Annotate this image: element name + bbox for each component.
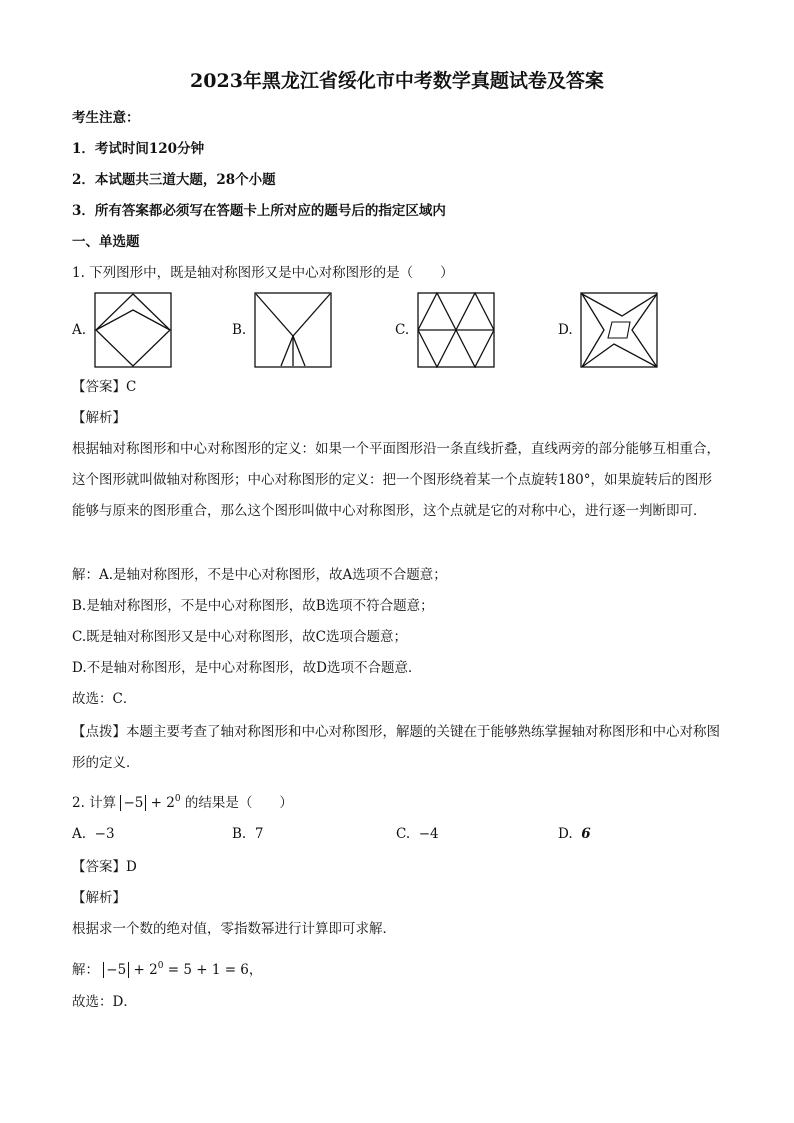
q2-option-a: [72, 826, 115, 842]
square-diamond-figure: [94, 292, 172, 368]
q1-analysis: 根据轴对称图形和中心对称图形的定义：如果一个平面图形沿一条直线折叠，直线两旁的部分能够互相重合，这个图形就叫做轴对称图形；中心对称图形的定义：把一个图形绕着某一个点旋转180°，如果旋转后的图形能够与原来的图形重合，那么这个图形叫做中心对称图形，这个点就是它的对称中心，进行逐一判断即可．: [72, 441, 720, 519]
option-label: B.: [232, 826, 247, 842]
option-label: A.: [72, 322, 87, 338]
option-label: A.: [72, 826, 87, 842]
q2-analysis: 根据求一个数的绝对值，零指数幂进行计算即可求解．: [72, 921, 396, 937]
q2-analysis-label: 【解析】: [72, 890, 126, 906]
page-title: 2023年黑龙江省绥化市中考数学真题试卷及答案: [190, 70, 604, 92]
q1-stem: 1. 下列图形中，既是轴对称图形又是中心对称图形的是（ ）: [72, 265, 454, 281]
absolute-value: −5: [120, 795, 146, 811]
q2-answer: 【答案】D: [72, 859, 137, 875]
notice-item-1: 1．考试时间120分钟: [72, 141, 205, 157]
q1-solution-b: B.是轴对称图形，不是中心对称图形，故B选项不符合题意；: [72, 598, 434, 614]
solution-prefix: 解：: [72, 962, 99, 978]
section-heading: 一、单选题: [72, 234, 140, 250]
absolute-value: −5: [103, 962, 129, 978]
q1-choose: 故选：C．: [72, 691, 137, 707]
q1-analysis-label: 【解析】: [72, 410, 126, 426]
solution-result: = 5 + 1 = 6，: [163, 962, 263, 978]
q2-stem-suffix: 的结果是（ ）: [184, 795, 293, 811]
q2-stem: [72, 790, 293, 812]
q1-solution-c: C.既是轴对称图形又是中心对称图形，故C选项合题意；: [72, 629, 407, 645]
square-fold-figure: [254, 292, 332, 368]
option-label: B.: [232, 322, 247, 338]
q1-solution-a: 解：A.是轴对称图形，不是中心对称图形，故A选项不合题意；: [72, 567, 447, 583]
triangle-grid-figure: [417, 292, 495, 368]
option-label: C.: [396, 826, 411, 842]
notice-item-3: 3．所有答案都必须写在答题卡上所对应的题号后的指定区域内: [72, 203, 446, 219]
notice-heading: 考生注意：: [72, 110, 140, 126]
q1-answer: 【答案】C: [72, 379, 137, 395]
q1-tip: 【点拨】本题主要考查了轴对称图形和中心对称图形，解题的关键在于能够熟练掌握轴对称图形和中心对称图形的定义．: [72, 724, 720, 771]
q1-solution-d: D.不是轴对称图形，是中心对称图形，故D选项不合题意．: [72, 660, 422, 676]
option-label: D.: [558, 322, 573, 338]
q2-solution: [72, 957, 262, 979]
option-label: D.: [558, 826, 573, 842]
q2-choose: 故选：D．: [72, 994, 137, 1010]
exponent: 0: [157, 961, 164, 971]
option-value: 6: [581, 826, 591, 842]
plus-term: + 2: [133, 962, 158, 978]
q2-option-b: [232, 826, 263, 842]
option-label: C.: [395, 322, 410, 338]
option-value: 7: [254, 826, 264, 842]
option-value: −4: [418, 826, 439, 842]
notice-item-2: 2．本试题共三道大题，28个小题: [72, 172, 276, 188]
option-value: −3: [94, 826, 115, 842]
exponent: 0: [174, 794, 181, 804]
q1-figures: [72, 292, 732, 368]
q2-option-c: [396, 826, 439, 842]
q2-stem-prefix: 2. 计算: [72, 795, 117, 811]
pinwheel-figure: [580, 292, 658, 368]
plus-term: + 2: [150, 795, 175, 811]
q2-option-d: [558, 826, 591, 842]
